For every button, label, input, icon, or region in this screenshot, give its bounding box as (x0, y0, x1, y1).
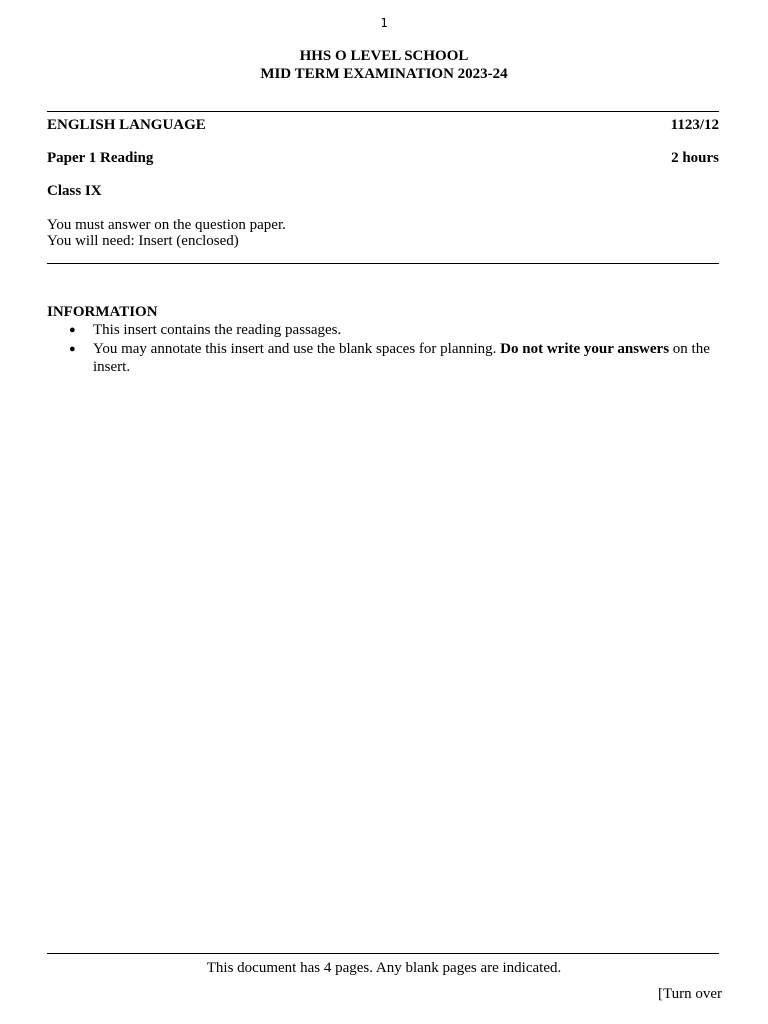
information-item-2-end: on the insert. (93, 341, 710, 375)
information-item-1: This insert contains the reading passages. (93, 322, 342, 338)
paper-code: 1123/12 (670, 117, 719, 133)
subject-name: ENGLISH LANGUAGE (47, 117, 206, 133)
information-list (47, 321, 719, 377)
footer-note: This document has 4 pages. Any blank pages are indicated. (206, 960, 562, 976)
turn-over-label: [Turn over (657, 986, 722, 1002)
paper-title: Paper 1 Reading (47, 150, 154, 166)
paper-duration: 2 hours (671, 150, 719, 166)
bottom-divider (47, 953, 719, 954)
page-number: 1 (380, 16, 388, 30)
bullet-icon: ● (69, 343, 76, 355)
instruction-materials: You will need: Insert (enclosed) (47, 233, 239, 249)
bullet-icon: ● (69, 324, 76, 336)
exam-title: MID TERM EXAMINATION 2023-24 (260, 66, 508, 82)
top-divider (47, 111, 719, 112)
class-row (47, 182, 719, 200)
school-name: HHS O LEVEL SCHOOL (299, 48, 469, 64)
exam-header (0, 47, 768, 83)
subject-row (47, 116, 719, 134)
information-item-2-emphasis: Do not write your answers (500, 341, 670, 357)
paper-row (47, 149, 719, 167)
middle-divider (47, 263, 719, 264)
class-label: Class IX (47, 183, 102, 199)
instruction-answer: You must answer on the question paper. (47, 217, 286, 233)
list-item (47, 340, 719, 376)
instructions (47, 217, 719, 249)
information-heading: INFORMATION (47, 304, 158, 320)
information-item-2-start: You may annotate this insert and use the blank spaces for planning. (93, 341, 501, 357)
list-item (47, 321, 719, 339)
